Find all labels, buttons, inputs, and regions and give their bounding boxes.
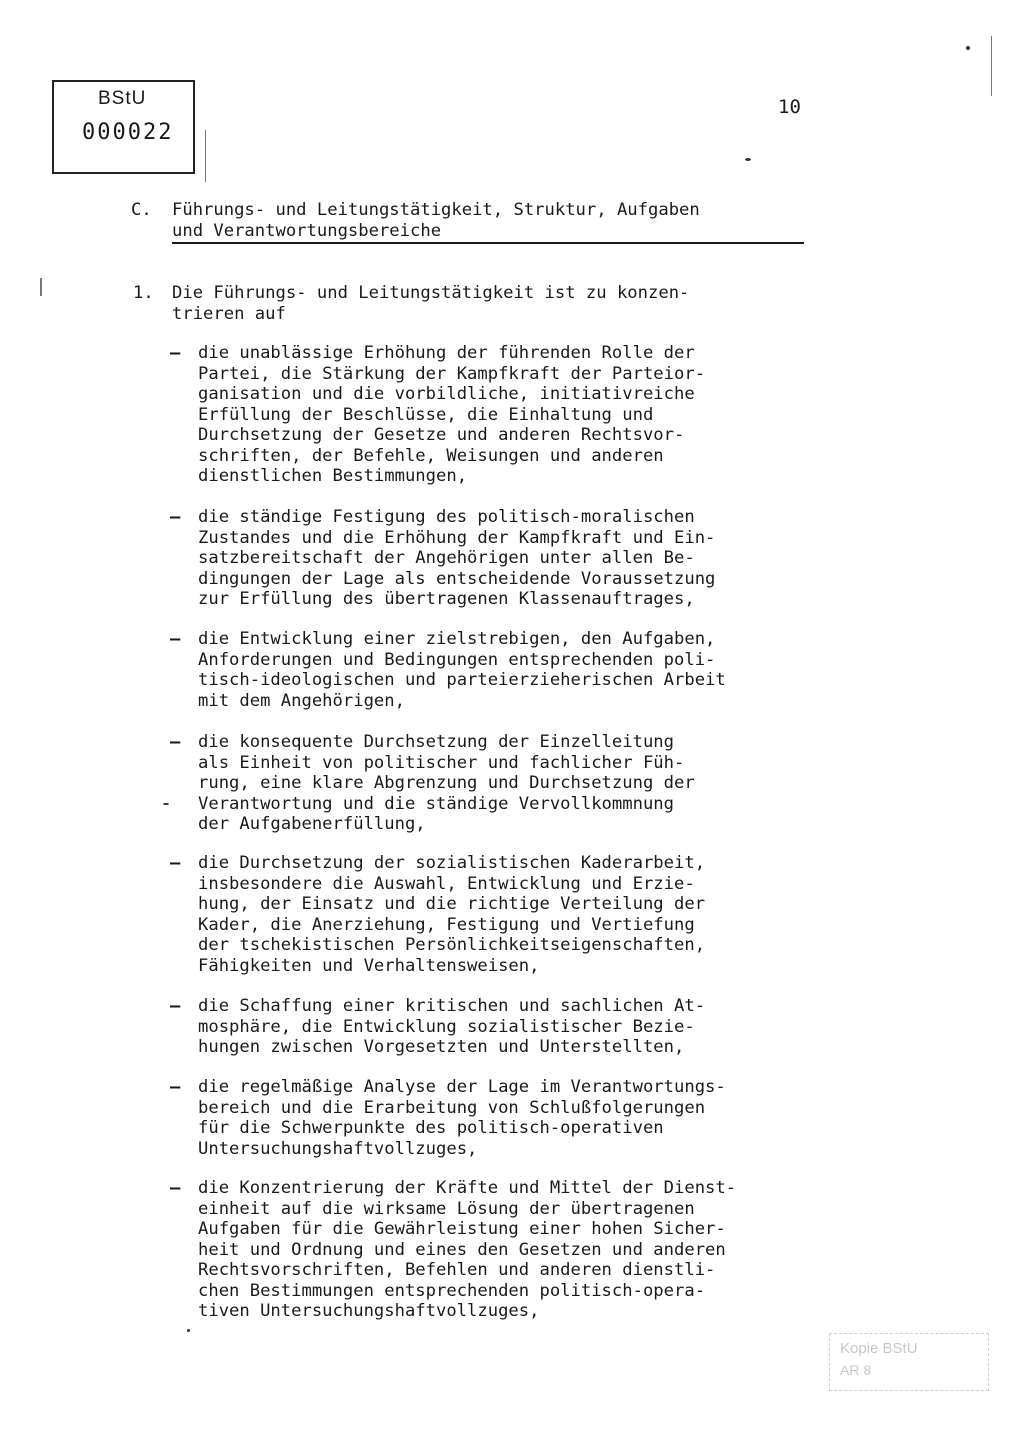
list-item-text: die regelmäßige Analyse der Lage im Verantwortungs- bereich und die Erarbeitung von Schlußfolgerungen für die Schwerpunkte des politisch-operativen Untersuchungshaftvollzuges,	[198, 1077, 726, 1159]
list-item-text: die ständige Festigung des politisch-moralischen Zustandes und die Erhöhung der Kampfkraft und Ein- satzbereitschaft der Angehörigen unter allen Be- dingungen der Lage als entscheidende Voraussetzung zur Erfüllung des übertragenen Klassenauftrages,	[198, 507, 716, 609]
list-item-text: die Schaffung einer kritischen und sachlichen At- mosphäre, die Entwicklung sozialistischer Bezie- hungen zwischen Vorgesetzten und Unterstellten,	[198, 996, 706, 1057]
faint-archive-stamp	[829, 1333, 989, 1391]
scan-speck	[163, 803, 169, 805]
list-item-text: die Durchsetzung der sozialistischen Kaderarbeit, insbesondere die Auswahl, Entwicklung und Erzie- hung, der Einsatz und die richtige Verteilung der Kader, die Anerziehung, Festigung und Vertiefung der tschekistischen Persönlichkeitseigenschaften, Fähigkeiten und Verhaltensweisen,	[198, 853, 706, 976]
list-item-text: die Entwicklung einer zielstrebigen, den Aufgaben, Anforderungen und Bedingungen entsprechenden poli- tisch-ideologischen und parteierzieherischen Arbeit mit dem Angehörigen,	[198, 629, 726, 711]
bullet-dash: –	[170, 1077, 181, 1097]
bullet-dash: –	[170, 853, 181, 873]
bullet-dash: –	[170, 629, 181, 649]
list-item-text: die konsequente Durchsetzung der Einzelleitung als Einheit von politischer und fachlicher Füh- rung, eine klare Abgrenzung und Durchsetzung der Verantwortung und die ständige Vervollkommnung der Aufgabenerfüllung,	[198, 732, 695, 834]
archive-stamp-box	[52, 80, 195, 174]
bullet-dash: –	[170, 732, 181, 752]
section-letter: C.	[131, 200, 152, 220]
faint-stamp-line2: AR 8	[840, 1362, 872, 1378]
scan-speck	[966, 46, 970, 50]
bullet-dash: –	[170, 507, 181, 527]
scan-speck	[187, 1329, 190, 1332]
intro-number: 1.	[133, 283, 154, 303]
list-item-text: die Konzentrierung der Kräfte und Mittel der Dienst- einheit auf die wirksame Lösung der übertragenen Aufgaben für die Gewährleistung einer hohen Sicher- heit und Ordnung und eines den Gesetzen und anderen Rechtsvorschriften, Befehlen und anderen dienstli- chen Bestimmungen entsprechenden politisch-opera- tiven Untersuchungshaftvollzuges,	[198, 1178, 737, 1321]
bullet-dash: –	[170, 996, 181, 1016]
stamp-number: 000022	[82, 120, 174, 145]
section-title: Führungs- und Leitungstätigkeit, Struktur, Aufgaben und Verantwortungsbereiche	[172, 200, 700, 241]
scan-edge-mark	[991, 36, 992, 96]
stamp-label: BStU	[98, 88, 147, 109]
heading-underline	[172, 242, 804, 244]
scan-edge-mark	[40, 278, 42, 296]
faint-stamp-line1: Kopie BStU	[840, 1340, 918, 1357]
list-item-text: die unablässige Erhöhung der führenden Rolle der Partei, die Stärkung der Kampfkraft der Parteior- ganisation und die vorbildliche, initiativreiche Erfüllung der Beschlüsse, die Einhaltung und Durchsetzung der Gesetze und anderen Rechtsvor- schriften, der Befehle, Weisungen und anderen dienstlichen Bestimmungen,	[198, 343, 706, 486]
intro-text: Die Führungs- und Leitungstätigkeit ist zu konzen- trieren auf	[172, 283, 690, 324]
scan-edge-mark	[205, 130, 206, 182]
bullet-dash: –	[170, 343, 181, 363]
bullet-dash: –	[170, 1178, 181, 1198]
page-number: 10	[778, 96, 801, 118]
scan-speck	[745, 158, 751, 161]
